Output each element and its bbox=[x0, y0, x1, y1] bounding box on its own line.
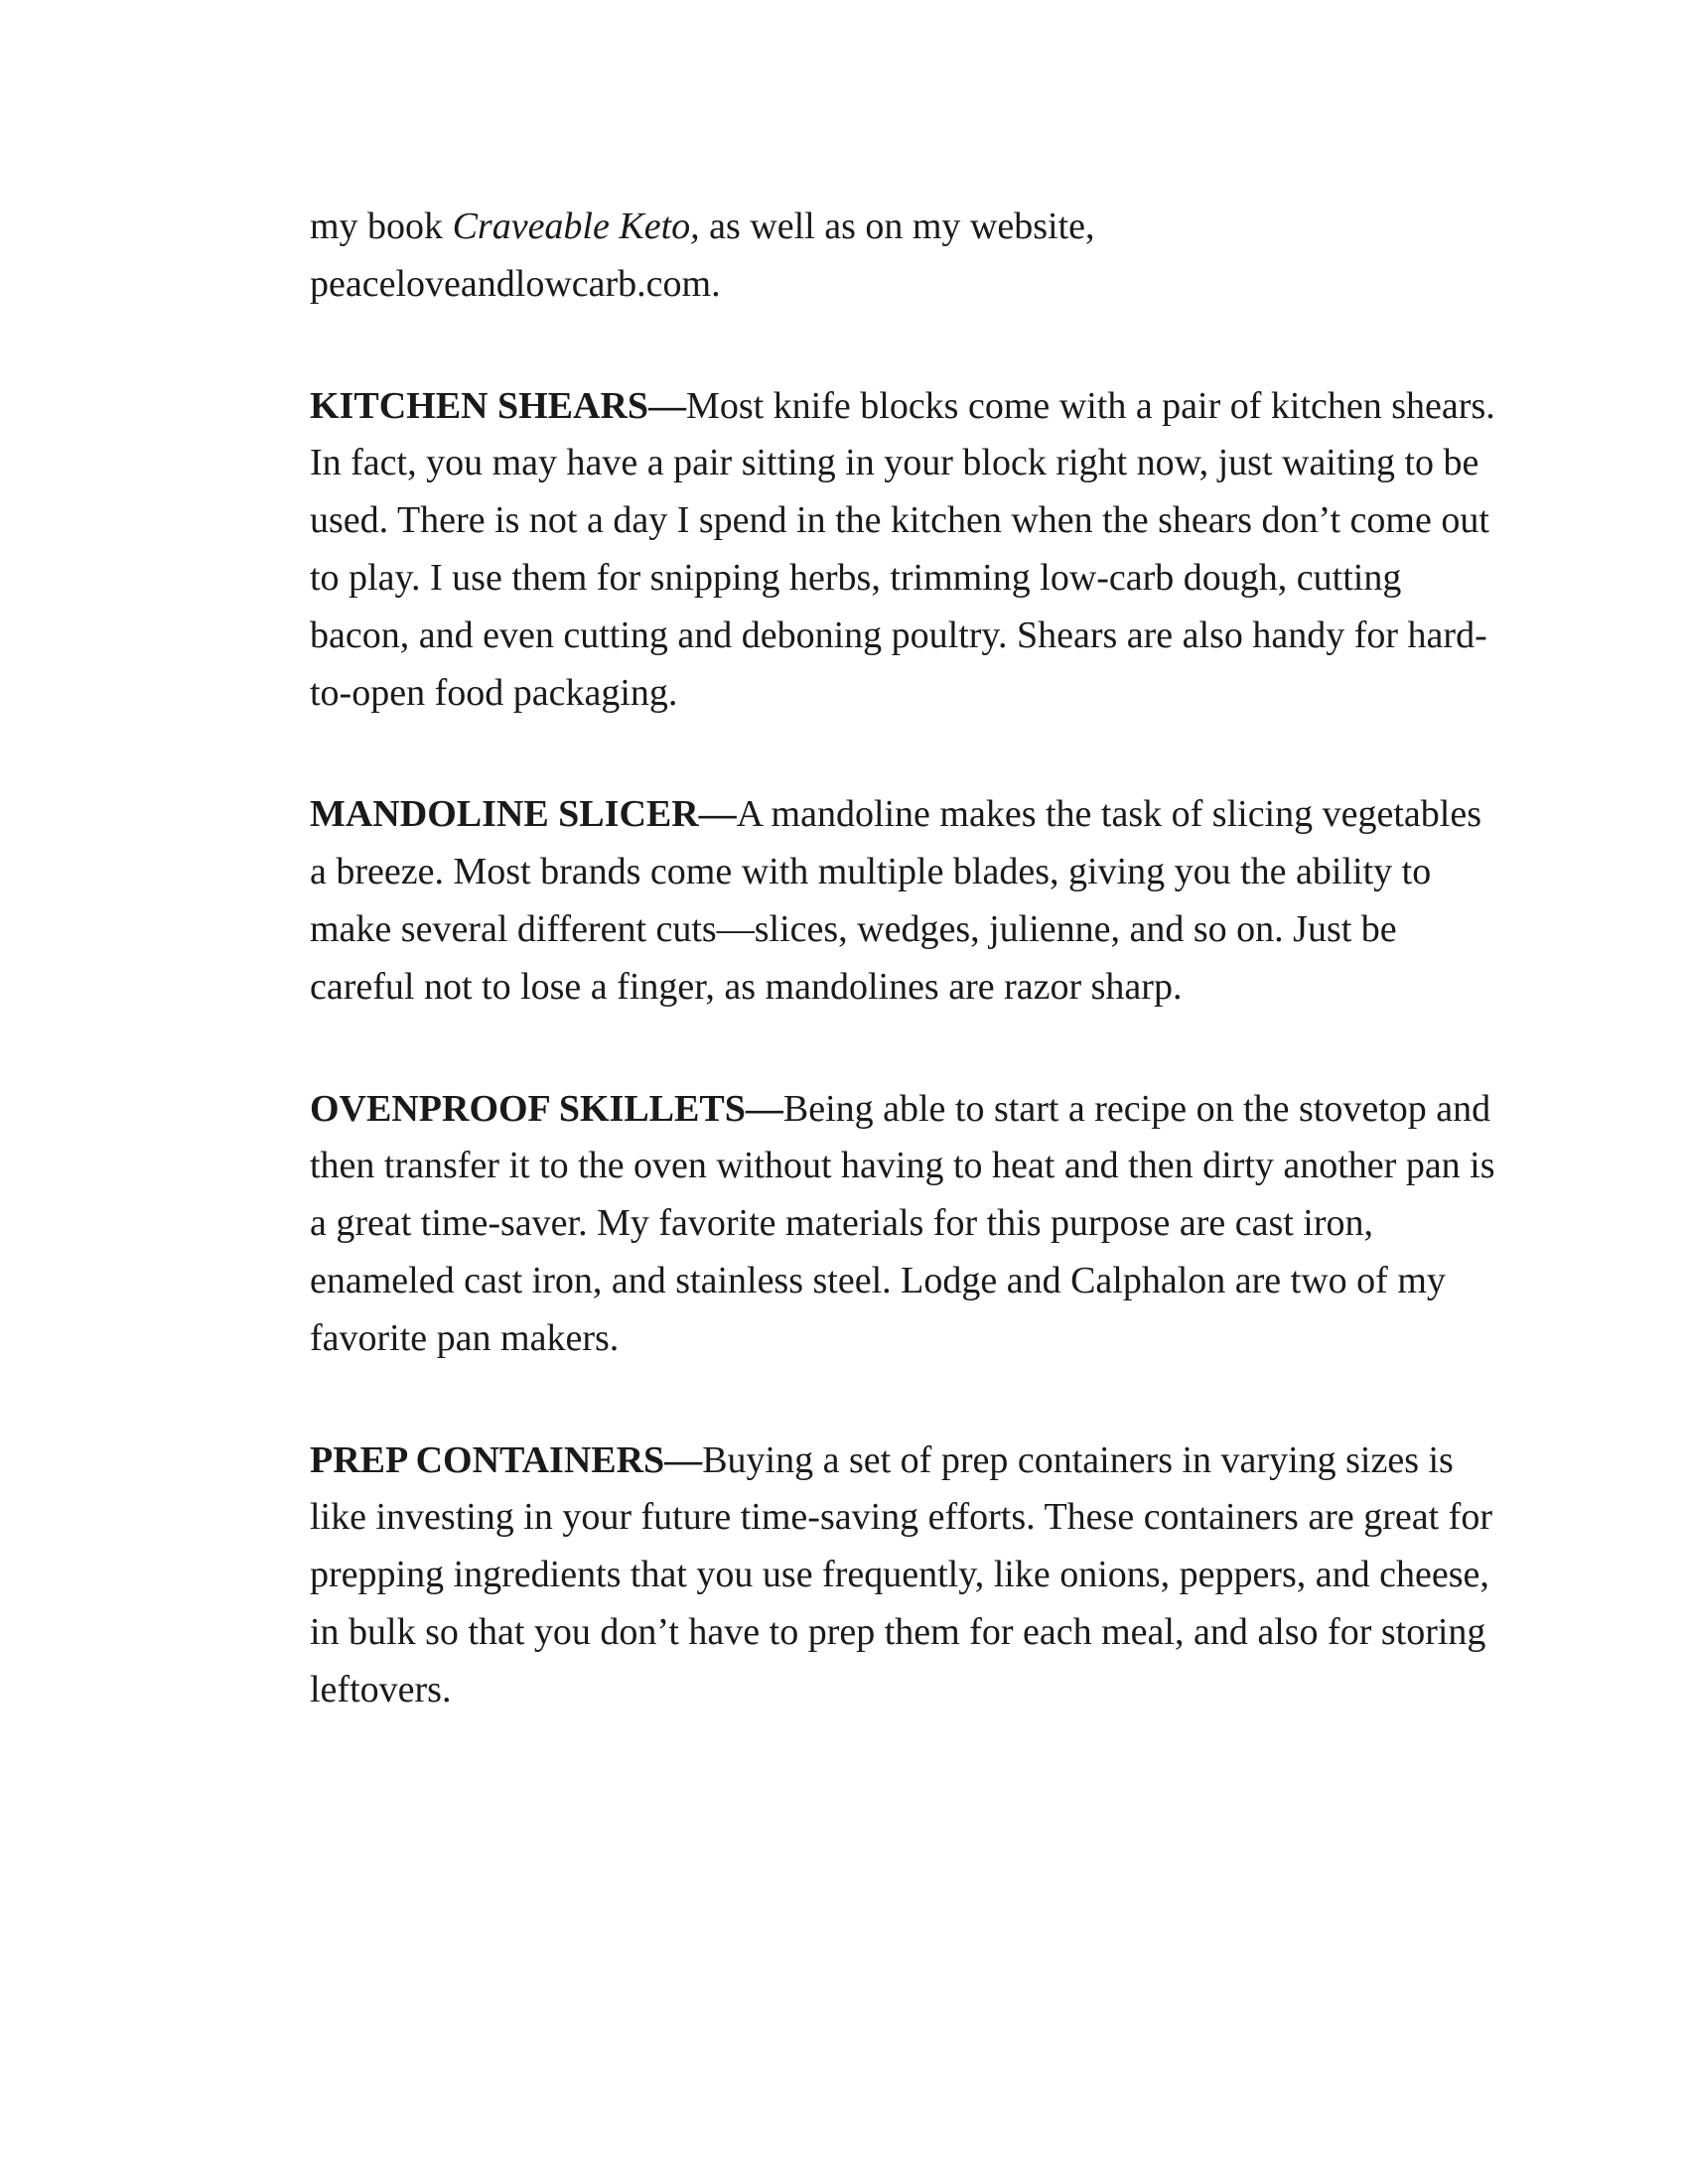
entry-text: Being able to start a recipe on the stovetop and then transfer it to the oven without having to heat and then dirty another pan is a great time-saver. My favorite materials for this purpose are cast iron, enameled cast iron, and stainless steel. Lodge and Calphalon are two of my favorite pan makers. bbox=[310, 1087, 1495, 1359]
entry-prep-containers bbox=[310, 1433, 1501, 1719]
entry-kitchen-shears bbox=[310, 378, 1501, 723]
entry-term: PREP CONTAINERS— bbox=[310, 1438, 703, 1481]
page-body bbox=[310, 199, 1501, 1784]
entry-term: OVENPROOF SKILLETS— bbox=[310, 1087, 783, 1130]
entry-text: Most knife blocks come with a pair of kitchen shears. In fact, you may have a pair sitting in your block right now, just waiting to be used. There is not a day I spend in the kitchen when the shears don’t come out to play. I use them for snipping herbs, trimming low-carb dough, cutting bacon, and even cutting and deboning poultry. Shears are also handy for hard-to-open food packaging. bbox=[310, 384, 1495, 714]
entry-text: A mandoline makes the task of slicing vegetables a breeze. Most brands come with multiple blades, giving you the ability to make several different cuts—slices, wedges, julienne, and so on. Just be careful not to lose a finger, as mandolines are razor sharp. bbox=[310, 793, 1481, 1008]
entry-mandoline-slicer bbox=[310, 786, 1501, 1016]
entry-text: Buying a set of prep containers in varying sizes is like investing in your future time-saving efforts. These containers are great for prepping ingredients that you use frequently, like onions, peppers, and cheese, in bulk so that you don’t have to prep them for each meal, and also for storing leftovers. bbox=[310, 1438, 1492, 1710]
entry-ovenproof-skillets bbox=[310, 1081, 1501, 1368]
book-title: Craveable Keto, bbox=[452, 205, 700, 247]
entry-term: MANDOLINE SLICER— bbox=[310, 793, 737, 836]
intro-paragraph bbox=[310, 199, 1501, 314]
intro-suffix: as well as on my website, peaceloveandlowcarb.com. bbox=[310, 205, 1095, 305]
entry-term: KITCHEN SHEARS— bbox=[310, 384, 687, 427]
intro-prefix: my book bbox=[310, 205, 453, 247]
